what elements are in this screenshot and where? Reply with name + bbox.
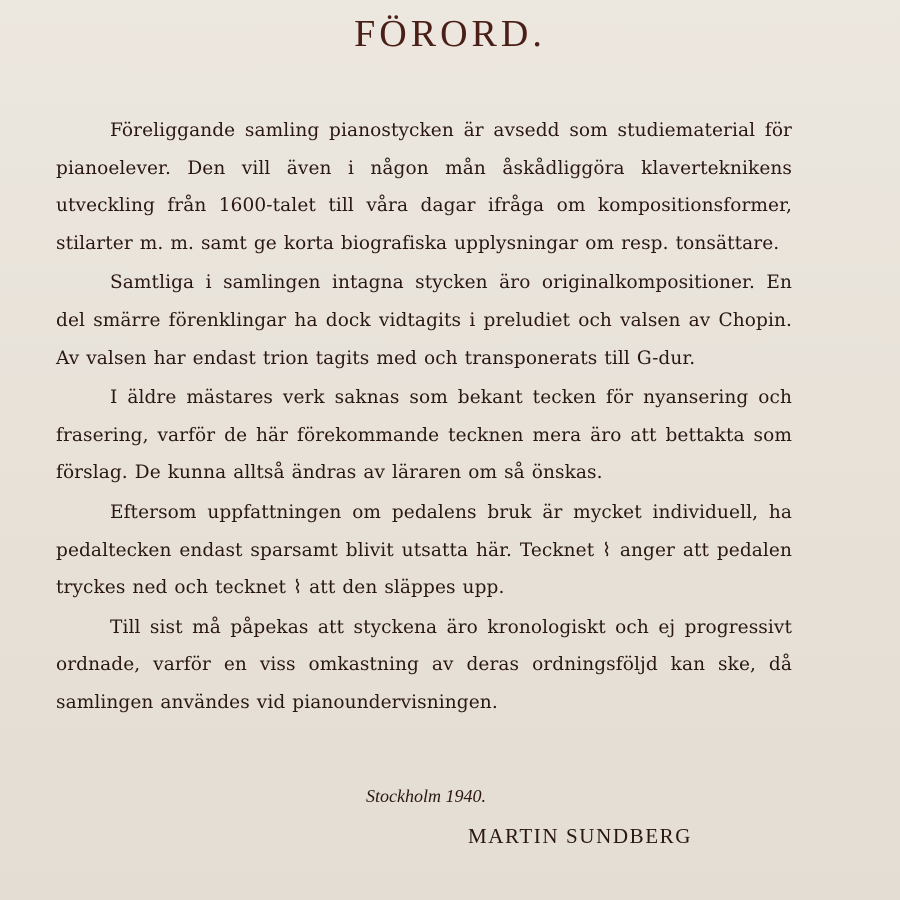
preface-body (56, 112, 792, 724)
signature: MARTIN SUNDBERG (468, 824, 693, 848)
document-title: FÖRORD. (354, 13, 546, 55)
paragraph: Föreliggande samling pianostycken är avsedd som studiematerial för pianoelever. Den vill även i någon mån åskådliggöra klaverteknikens utveckling från 1600-talet till våra dagar ifråga om kompositionsformer, stilarter m. m. samt ge korta biografiska upplysningar om resp. tonsättare. (56, 120, 792, 254)
place-date: Stockholm 1940. (366, 786, 486, 806)
paragraph: Samtliga i samlingen intagna stycken äro originalkompositioner. En del smärre förenklingar ha dock vidtagits i preludiet och valsen av Chopin. Av valsen har endast trion tagits med och transponerats till G-dur. (56, 272, 792, 369)
paragraph: I äldre mästares verk saknas som bekant tecken för nyansering och frasering, varför de här förekommande tecknen mera äro att bettakta som förslag. De kunna alltså ändras av läraren om så önskas. (56, 387, 792, 484)
paragraph: Till sist må påpekas att styckena äro kronologiskt och ej progressivt ordnade, varför en viss omkastning av deras ordningsföljd kan ske, då samlingen användes vid pianoundervisningen. (56, 616, 792, 713)
paragraph: Eftersom uppfattningen om pedalens bruk är mycket individuell, ha pedaltecken endast sparsamt blivit utsatta här. Tecknet ⌇ anger att pedalen tryckes ned och tecknet ⌇ att den släppes upp. (56, 501, 792, 599)
